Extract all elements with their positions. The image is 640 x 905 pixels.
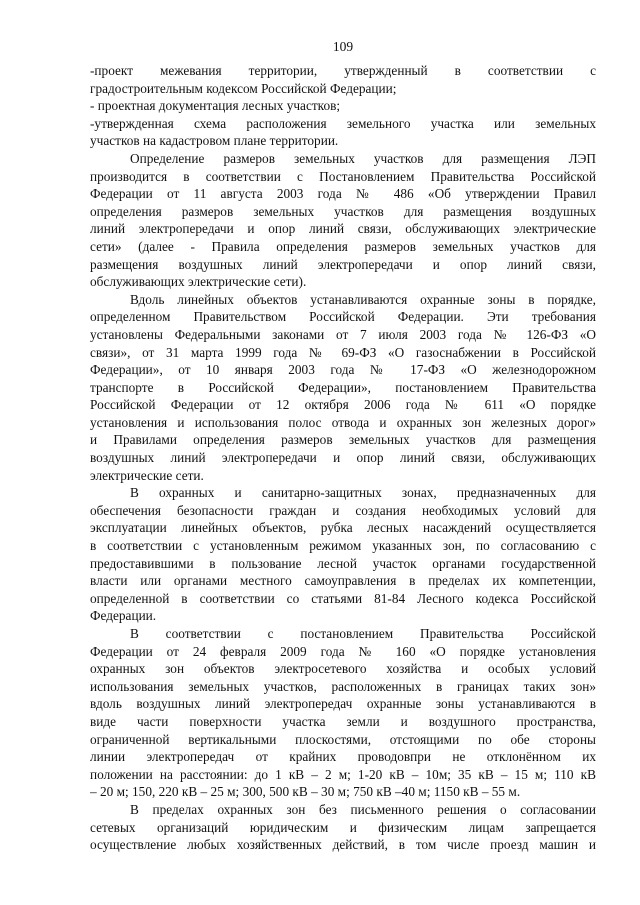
text-line: производится в соответствии с Постановлением Правительства Российской <box>90 168 596 184</box>
text-line: связи», от 31 марта 1999 года № 69-ФЗ «О газоснабжении в Российской <box>90 344 596 360</box>
text-line: линии электропередач от крайних проводовпри не отклонённом их <box>90 749 596 765</box>
text-line: В соответствии с постановлением Правительства Российской <box>130 626 596 641</box>
text-line: воздушных линий электропередачи и опор линий связи, обслуживающих <box>90 450 596 466</box>
text-line: - проектная документация лесных участков; <box>90 98 341 114</box>
text-line: определения размеров земельных участков для размещения воздушных <box>90 203 596 219</box>
text-line: и Правилами определения размеров земельных участков для размещения <box>90 432 596 448</box>
text-line: В охранных и санитарно-защитных зонах, предназначенных для <box>130 485 596 501</box>
text-line: размещения воздушных линий электропередачи и опор линий связи, <box>90 256 596 272</box>
paragraph <box>90 62 596 97</box>
text-line: Российской Федерации от 12 октября 2006 года № 611 «О порядке <box>90 397 596 413</box>
document-page <box>90 38 596 898</box>
text-line: осуществление любых хозяйственных действий, в том числе проезд машин и <box>90 837 596 853</box>
text-line: Федерации», от 10 января 2003 года № 17-ФЗ «О железнодорожном <box>90 362 596 378</box>
paragraph <box>90 115 596 150</box>
text-line: Федерации. <box>90 608 157 624</box>
text-line: Федерации от 11 августа 2003 года № 486 «Об утверждении Правил <box>90 186 596 202</box>
text-line: линий электропередачи и опор линий связи, обслуживающих электрические <box>90 221 596 237</box>
text-line: Федерации от 24 февраля 2009 года № 160 «О порядке установления <box>90 643 596 659</box>
text-line: – 20 м; 150, 220 кВ – 25 м; 300, 500 кВ – 30 м; 750 кВ –40 м; 1150 кВ – 55 м. <box>90 784 521 800</box>
text-line: установления и использования полос отвода и охранных зон железных дорог» <box>90 414 596 430</box>
text-line: градостроительным кодексом Российской Федерации; <box>90 80 397 96</box>
text-line: сети» (далее - Правила определения размеров земельных участков для <box>90 238 596 254</box>
paragraph <box>90 625 596 801</box>
paragraph <box>90 150 596 291</box>
text-line: эксплуатации линейных объектов, рубка лесных насаждений осуществляется <box>90 520 596 536</box>
text-line: сетевых организаций юридическим и физическим лицам запрещается <box>90 819 596 835</box>
text-line: в соответствии с установленным режимом указанных зон, по согласованию с <box>90 538 596 554</box>
text-line: предоставившими в пользование лесной участок органами государственной <box>90 555 596 571</box>
text-line: положении на расстоянии: до 1 кВ – 2 м; 1-20 кВ – 10м; 35 кВ – 15 м; 110 кВ <box>90 766 596 782</box>
text-line: установлены Федеральными законами от 7 июля 2003 года № 126-ФЗ «О <box>90 326 596 342</box>
text-line: Вдоль линейных объектов устанавливаются охранные зоны в порядке, <box>130 291 596 307</box>
text-line: охранных зон объектов электросетевого хозяйства и особых условий <box>90 661 596 677</box>
text-line: определенном Правительством Российской Федерации. Эти требования <box>90 309 596 325</box>
text-line: власти или органами местного самоуправления в пределах их компетенции, <box>90 573 596 589</box>
text-line: использования земельных участков, расположенных в границах таких зон» <box>90 678 596 694</box>
text-line: транспорте в Российской Федерации», постановлением Правительства <box>90 379 596 395</box>
paragraph <box>90 97 596 115</box>
paragraph <box>90 801 596 854</box>
text-line: В пределах охранных зон без письменного решения о согласовании <box>130 801 596 817</box>
text-line: электрические сети. <box>90 467 204 483</box>
page-number: 109 <box>332 39 354 54</box>
text-line: вдоль воздушных линий электропередач охранные зоны устанавливаются в <box>90 696 596 712</box>
document-body <box>90 62 596 854</box>
paragraph <box>90 291 596 485</box>
text-line: определенной в соответствии со статьями 81-84 Лесного кодекса Российской <box>90 590 596 606</box>
text-line: -утвержденная схема расположения земельного участка или земельных <box>90 115 596 131</box>
paragraph <box>90 484 596 625</box>
text-line: обслуживающих электрические сети). <box>90 274 307 290</box>
text-line: Определение размеров земельных участков для размещения ЛЭП <box>130 150 596 166</box>
text-line: -проект межевания территории, утвержденный в соответствии с <box>90 63 596 78</box>
text-line: ограниченной вертикальными плоскостями, отстоящими по обе стороны <box>90 731 596 747</box>
text-line: виде части поверхности участка земли и воздушного пространства, <box>90 713 596 729</box>
text-line: обеспечения безопасности граждан и создания необходимых условий для <box>90 502 596 518</box>
text-line: участков на кадастровом плане территории. <box>90 133 339 149</box>
